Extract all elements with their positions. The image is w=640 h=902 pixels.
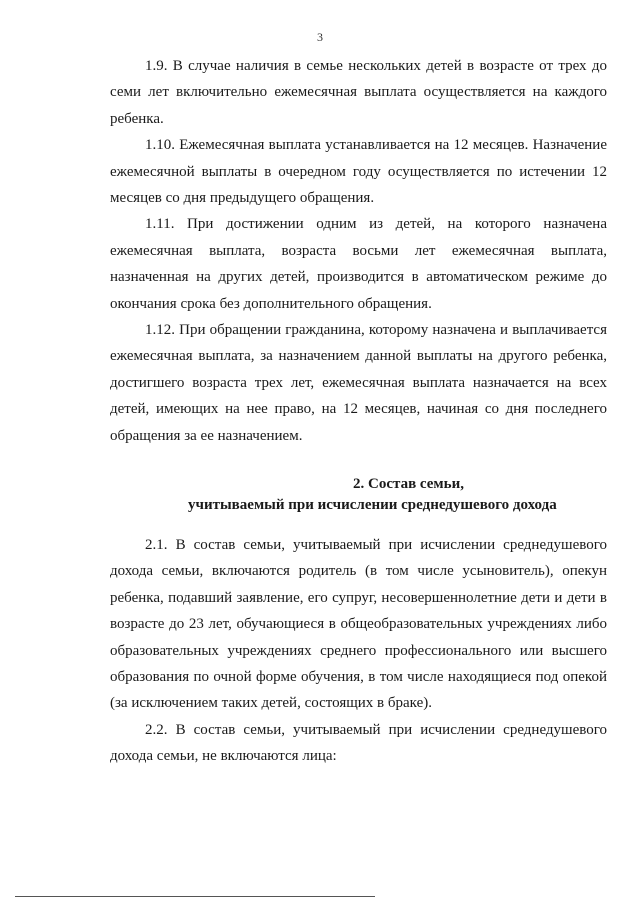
section-2-heading: [110, 474, 607, 516]
paragraph-1-11: 1.11. При достижении одним из детей, на которого назначена ежемесячная выплата, возраста восьми лет ежемесячная выплата, назначенная на других детей, производится в автоматическом режиме до окончания срока без дополнительного обращения.: [110, 216, 607, 312]
paragraph-1-12: 1.12. При обращении гражданина, которому назначена и выплачивается ежемесячная выплата, за назначением данной выплаты на другого ребенка, достигшего возраста трех лет, ежемесячная выплата назначается на всех детей, имеющих на нее право, на 12 месяцев, начиная со дня последнего обращения за ее назначением.: [110, 322, 607, 444]
section-2-body: [110, 532, 607, 770]
paragraph-1-10: 1.10. Ежемесячная выплата устанавливается на 12 месяцев. Назначение ежемесячной выплаты в очередном году осуществляется по истечении 12 месяцев со дня предыдущего обращения.: [110, 137, 607, 207]
paragraph-1-9: 1.9. В случае наличия в семье нескольких детей в возрасте от трех до семи лет включительно ежемесячная выплата осуществляется на каждого ребенка.: [110, 58, 607, 127]
page-bottom-rule: [15, 896, 375, 897]
section-2-heading-line1: 2. Состав семьи,: [353, 476, 464, 492]
page-number: 3: [317, 30, 323, 44]
section-2-heading-line2: учитываемый при исчислении среднедушевого дохода: [188, 497, 557, 513]
section-1-continuation: [110, 53, 607, 449]
paragraph-2-2: 2.2. В состав семьи, учитываемый при исчислении среднедушевого дохода семьи, не включаются лица:: [110, 721, 607, 765]
paragraph-2-1: 2.1. В состав семьи, учитываемый при исчислении среднедушевого дохода семьи, включаются родитель (в том числе усыновитель), опекун ребенка, подавший заявление, его супруг, несовершеннолетние дети и дети в возрасте до 23 лет, обучающиеся в общеобразовательных учреждениях либо образовательных учреждениях среднего профессионального или высшего образования по очной форме обучения, в том числе находящиеся под опекой (за исключением таких детей, состоящих в браке).: [110, 537, 607, 712]
